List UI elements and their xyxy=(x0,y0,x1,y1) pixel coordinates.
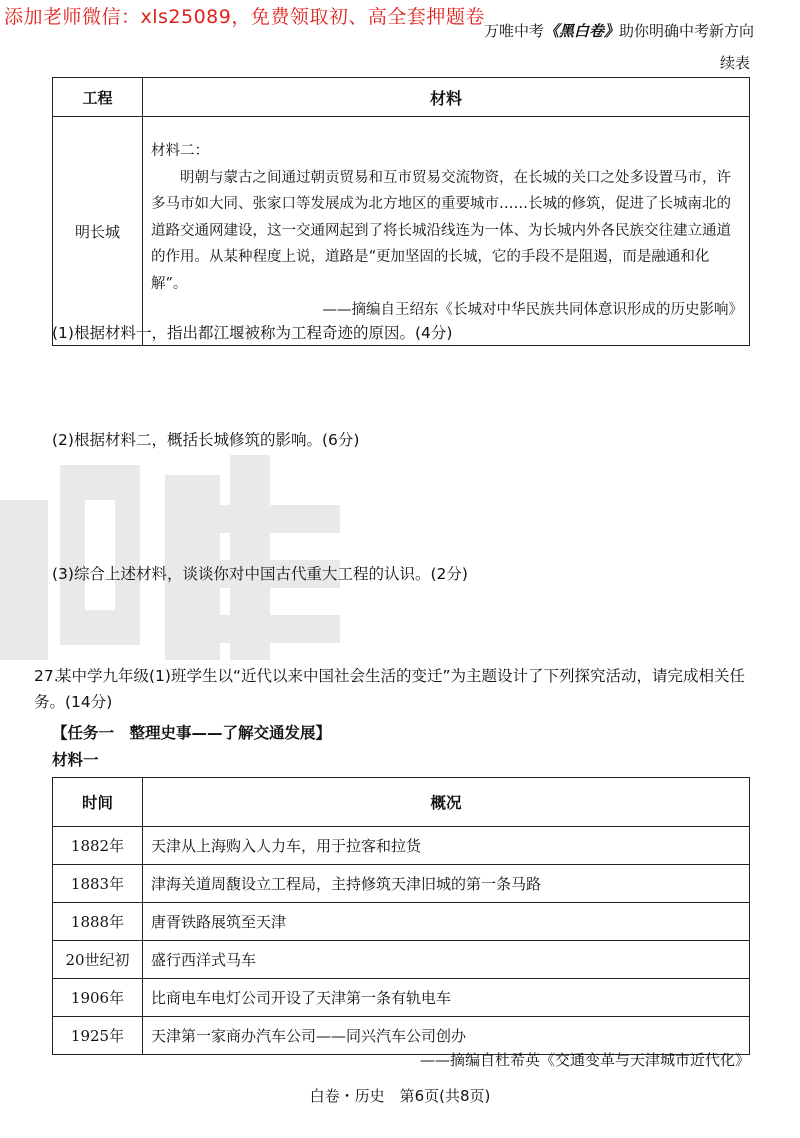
row-time: 1882年 xyxy=(53,827,143,865)
table-source: ——摘编自杜希英《交通变革与天津城市近代化》 xyxy=(419,1051,750,1069)
question-27-text: 某中学九年级(1)班学生以“近代以来中国社会生活的变迁”为主题设计了下列探究活动，请完成相关任务。(14分) xyxy=(34,667,746,711)
table-row xyxy=(53,903,750,941)
question-1: (1)根据材料一，指出都江堰被称为工程奇迹的原因。(4分) xyxy=(52,324,453,342)
header-prefix: 万唯中考 xyxy=(483,22,544,40)
project-table xyxy=(52,77,750,346)
row-time: 1925年 xyxy=(53,1017,143,1055)
col-header-time: 时间 xyxy=(53,778,143,827)
row-time: 1906年 xyxy=(53,979,143,1017)
question-27 xyxy=(34,663,754,715)
material-title: 材料二： xyxy=(151,143,209,160)
table-row xyxy=(53,827,750,865)
material-source: ——摘编自王绍东《长城对中华民族共同体意识形成的历史影响》 xyxy=(322,302,743,319)
row-desc: 津海关道周馥设立工程局，主持修筑天津旧城的第一条马路 xyxy=(143,865,750,903)
question-number: 27. xyxy=(34,667,59,685)
row-time: 1883年 xyxy=(53,865,143,903)
continued-label: 续表 xyxy=(719,54,750,72)
row-time: 1888年 xyxy=(53,903,143,941)
page-footer: 白卷・历史 第6页(共8页) xyxy=(309,1087,491,1105)
project-name: 明长城 xyxy=(53,117,143,346)
header-brand: 《黑白卷》 xyxy=(543,22,619,40)
transport-table xyxy=(52,777,750,1055)
row-desc: 盛行西洋式马车 xyxy=(143,941,750,979)
material-body: 明朝与蒙古之间通过朝贡贸易和互市贸易交流物资，在长城的关口之处多设置马市，许多马市如大同、张家口等发展成为北方地区的重要城市……长城的修筑，促进了长城南北的道路交通网建设，这一交通网起到了将长城沿线连为一体、为长城内外各民族交往建立通道的作用。从某种程度上说，道路是“更加坚固的长城，它的手段不是阻遏，而是融通和化解”。 xyxy=(151,169,731,292)
table-row xyxy=(53,941,750,979)
col-header-overview: 概况 xyxy=(143,778,750,827)
table-row xyxy=(53,979,750,1017)
question-2: (2)根据材料二，概括长城修筑的影响。(6分) xyxy=(52,431,360,449)
material-1-label: 材料一 xyxy=(52,751,99,769)
task-1-heading: 【任务一 整理史事——了解交通发展】 xyxy=(52,724,332,742)
table-row xyxy=(53,865,750,903)
faint-watermark-logo xyxy=(0,445,350,670)
page-header xyxy=(484,20,754,41)
row-desc: 天津从上海购入人力车，用于拉客和拉货 xyxy=(143,827,750,865)
header-suffix: 助你明确中考新方向 xyxy=(618,22,754,40)
row-desc: 比商电车电灯公司开设了天津第一条有轨电车 xyxy=(143,979,750,1017)
question-3: (3)综合上述材料，谈谈你对中国古代重大工程的认识。(2分) xyxy=(52,565,468,583)
col-header-project: 工程 xyxy=(53,78,143,117)
material-cell xyxy=(143,117,750,346)
watermark-text: 添加老师微信：xls25089，免费领取初、高全套押题卷 xyxy=(4,6,485,28)
row-desc: 唐胥铁路展筑至天津 xyxy=(143,903,750,941)
row-time: 20世纪初 xyxy=(53,941,143,979)
col-header-material: 材料 xyxy=(143,78,750,117)
row-desc: 天津第一家商办汽车公司——同兴汽车公司创办 xyxy=(143,1017,750,1055)
